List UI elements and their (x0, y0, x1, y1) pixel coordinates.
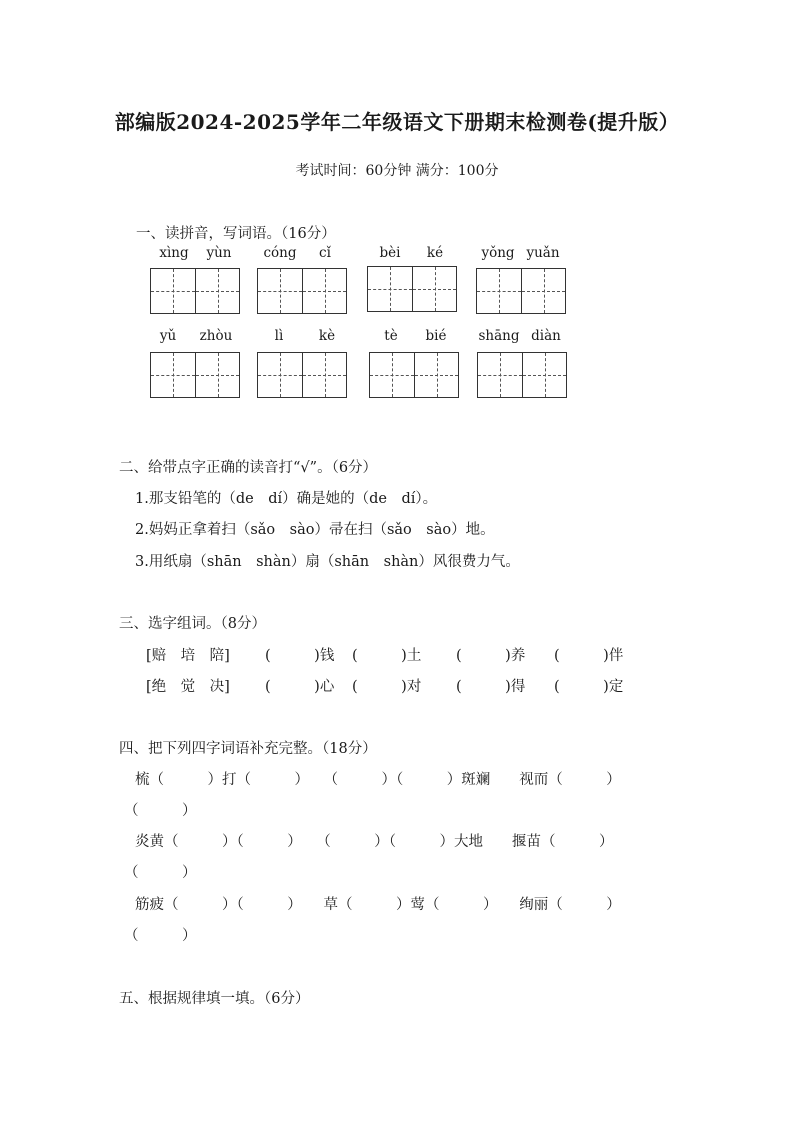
fill-blank[interactable]: ( )心 (265, 679, 335, 695)
question-item: 2.妈妈正拿着扫（sǎo sào）帚在扫（sǎo sào）地。 (135, 522, 495, 538)
idiom-row[interactable]: 炎黄（ ）（ ） （ ）（ ）大地 揠苗（ ） (135, 834, 614, 850)
idiom-row[interactable]: 筋疲（ ）（ ） 草（ ）莺（ ） 绚丽（ ） (135, 897, 621, 913)
writing-grid[interactable] (477, 352, 567, 398)
pinyin-label: ké (426, 245, 444, 261)
fill-blank[interactable]: ( )定 (554, 679, 624, 695)
writing-grid[interactable] (367, 266, 457, 312)
fill-blank[interactable]: ( )钱 (265, 648, 335, 664)
pinyin-label: bèi (379, 245, 401, 261)
char-choices: [绝 觉 决] (146, 679, 230, 695)
exam-info: 考试时间：60分钟 满分：100分 (295, 163, 499, 179)
writing-grid[interactable] (150, 268, 240, 314)
pinyin-label: xìng (159, 245, 189, 261)
pinyin-label: yǔ (159, 328, 177, 344)
section-4-heading: 四、把下列四字词语补充完整。（18分） (119, 741, 377, 757)
idiom-row-cont[interactable]: （ ） (124, 865, 197, 881)
question-item: 1.那支铅笔的（de dí）确是她的（de dí）。 (135, 491, 438, 507)
char-choices: [赔 培 陪] (146, 648, 230, 664)
pinyin-label: kè (318, 328, 336, 344)
section-3-heading: 三、选字组词。（8分） (119, 616, 266, 632)
pinyin-label: cǐ (319, 245, 331, 261)
question-item: 3.用纸扇（shān shàn）扇（shān shàn）风很费力气。 (135, 554, 520, 570)
pinyin-label: yǒng (481, 245, 515, 261)
idiom-row-cont[interactable]: （ ） (124, 928, 197, 944)
pinyin-label: yùn (206, 245, 232, 261)
fill-blank[interactable]: ( )养 (456, 648, 526, 664)
pinyin-label: yuǎn (526, 245, 560, 261)
idiom-row[interactable]: 梳（ ）打（ ） （ ）（ ）斑斓 视而（ ） (135, 772, 621, 788)
idiom-row-cont[interactable]: （ ） (124, 803, 197, 819)
pinyin-label: diàn (531, 328, 561, 344)
fill-blank[interactable]: ( )得 (456, 679, 526, 695)
pinyin-label: tè (384, 328, 398, 344)
section-1-heading: 一、读拼音，写词语。（16分） (136, 226, 336, 242)
fill-blank[interactable]: ( )伴 (554, 648, 624, 664)
writing-grid[interactable] (476, 268, 566, 314)
page-title: 部编版2024-2025学年二年级语文下册期末检测卷(提升版） (114, 110, 680, 134)
fill-blank[interactable]: ( )对 (352, 679, 422, 695)
pinyin-label: cóng (263, 245, 297, 261)
writing-grid[interactable] (257, 352, 347, 398)
section-5-heading: 五、根据规律填一填。（6分） (119, 991, 310, 1007)
section-2-heading: 二、给带点字正确的读音打“√”。（6分） (119, 460, 378, 476)
pinyin-label: shāng (478, 328, 520, 344)
writing-grid[interactable] (369, 352, 459, 398)
pinyin-label: zhòu (199, 328, 233, 344)
writing-grid[interactable] (150, 352, 240, 398)
pinyin-label: lì (274, 328, 284, 344)
fill-blank[interactable]: ( )土 (352, 648, 422, 664)
pinyin-label: bié (425, 328, 447, 344)
writing-grid[interactable] (257, 268, 347, 314)
